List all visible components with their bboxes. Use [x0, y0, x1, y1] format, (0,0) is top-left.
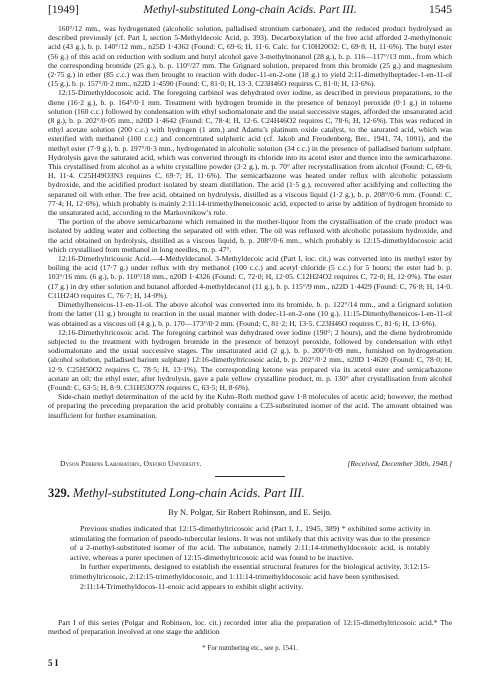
article-heading	[48, 486, 452, 501]
paragraph: The portion of the above semicarbazone which remained in the mother-liquor from the crystallisation of the crude product was isolated by adding water and collecting the separated oil with ether. The oil was refluxed with alcoholic potassium hydroxide, and the acid obtained on hydrolysis, distilled as a viscous liquid, b. p. 208°/0·6 mm., which probably is 12:15-dimethyldocosoic acid which crystallised from methanol in long needles, m. p. 47°.	[48, 217, 452, 254]
article-byline: By N. Polgar, Sir Robert Robinson, and E. Seijo.	[168, 508, 332, 517]
paragraph: Side-chain methyl determination of the acid by the Kuhn–Roth method gave 1·8 molecules of acetic acid; however, the method of preparing the preceding preparation the acid probably contains a C23-substituted isomer of the acid. The amount obtained was insufficient for further examination.	[48, 392, 452, 420]
paragraph: 12:15-Dimethyldocosoic acid. The foregoing carbinol was dehydrated over iodine, as described in previous preparations, to the diene (16·2 g.), b. p. 164°/0·1 mm. Treatment with hydrogen bromide in the presence of benzoyl peroxide (0·1 g.) in toluene solution (160 c.c.) followed by condensation with ethyl sodiomalonate and the usual successive stages, afforded the unsaturated acid (8 g.), b. p. 202°/0·05 mm., n20D 1·4642 (Found: C, 78·4; H, 12·6. C24H46O2 requires C, 78·6; H, 12·6%). This was reduced in ethyl acetate solution (200 c.c.) with hydrogen (1 atm.) and Adams’s platinum oxide catalyst, to the saturated acid, which was esterified with methanol (100 c.c.) and concentrated sulphuric acid (cf. Jakob and Freudenberg, Ber., 1941, 74, 1001), and the methyl ester (7·9 g.), b. p. 197°/0·3 mm., hydrogenated in alcoholic solution (34 c.c.) in the presence of palladised barium sulphate. Hydrolysis gave the saturated acid, which was converted through its chloride into its acetol ester and thence into the semicarbazone. This crystallised from alcohol as a white crystalline powder (3·2 g.), m. p. 70° after recrystallisation from alcohol (Found: C, 69·6; H, 11·4. C25H49O3N3 requires C, 69·7; H, 11·6%). The semicarbazone was heated under reflux with alcoholic potassium hydroxide, and the acidified product isolated by steam distillation. The acid (1·5 g.), recovered after acidifying and collecting the separated oil with ether. The free acid, obtained on hydrolysis, distilled as a viscous liquid (1·2 g.), b. p. 208°/0·6 mm. (Found: C, 77·4; H, 12·6%), which probably is mainly 2:11:14-trimethylheneicosoic acid, expected to arise by addition of hydrogen bromide to the unsaturated acid, according to the Markovnikow’s rule.	[48, 88, 452, 218]
page-header	[48, 4, 452, 20]
intro-paragraph: Part I of this series (Polgar and Robinson, loc. cit.) recorded inter alia the preparation of 12:15-dimethyltricosoic acid.* The method of preparation involved at one stage the addition	[48, 618, 452, 637]
article-title: Methyl-substituted Long-chain Acids. Part III.	[73, 486, 305, 500]
received-date: [Received, December 30th, 1948.]	[347, 459, 452, 468]
article-intro	[48, 618, 452, 636]
article-number: 329.	[48, 486, 70, 500]
laboratory-name: Dyson Perrins Laboratory, Oxford University.	[60, 459, 202, 468]
section-divider	[215, 476, 285, 477]
header-year: [1949]	[48, 4, 79, 16]
paragraph: 12:16-Dimethyltricosoic acid. The foregoing carbinol was dehydrated over iodine (190°; 2 hours), and the diene hydrobromide subjected to the treatment with hydrogen bromide in the presence of benzoyl peroxide, followed by condensation with ethyl sodiomalonate and the usual successive stages. The unsaturated acid (2 g.), b. p. 200°/0·09 mm., furnished on hydrogenation (alcohol solution, palladised barium sulphate) 12:16-dimethyltricosoic acid, b. p. 202°/0·2 mm., n20D 1·4620 (Found: C, 78·0; H, 12·9. C25H50O2 requires C, 78·5; H, 13·1%). The corresponding ketone was prepared via its acetol ester and semicarbazone acetate an oil; the ethyl ester, after hydrolysis, gave a pale yellow crystalline product, m. p. 130° after crystallisation from alcohol (Found: C, 63·5; H, 8·9. C31H53O7N requires C, 63·5; H, 8·6%).	[48, 327, 452, 392]
continued-experimental-text	[48, 24, 452, 420]
article-abstract	[70, 524, 430, 591]
header-page-number: 1545	[429, 4, 452, 16]
header-running-title: Methyl-substituted Long-chain Acids. Part III.	[143, 4, 357, 16]
footnote: * For numbering etc., see p. 1541.	[202, 644, 298, 652]
lab-received-line	[48, 459, 452, 469]
abstract-paragraph: 2:11:14-Trimethyldocos-11-enoic acid appears to exhibit slight activity.	[80, 581, 304, 591]
signature-mark: 5 I	[48, 658, 59, 668]
paragraph: 12:16-Dimethyltricosoic Acid.—4-Methyldecanol. 3-Methyldecoic acid (Part I, loc. cit.) was converted into its methyl ester by boiling the acid (17·7 g.) under reflux with dry methanol (100 c.c.) and acetyl chloride (5 c.c.) for 5 hours; the ester had b. p. 103°/16 mm. (6 g.), b. p. 110°/18 mm., n20D 1·4326 (Found: C, 72·0; H, 12·05. C12H24O2 requires C, 72·0; H, 12·0%). The ester (17 g.) in dry ether solution and butanol afforded 4-methyldecanol (11 g.), b. p. 115°/9 mm., n22D 1·4429 (Found: C, 76·8; H, 14·0. C11H24O requires C, 76·7; H, 14·0%).	[48, 254, 452, 300]
abstract-paragraph: In further experiments, designed to establish the essential structural features for the biological activity, 3:12:15-trimethyltricosoic, 2:12:15-trimethyldocosoic, and 1:11:14-trimethyldocosoic acid have been synthesised.	[70, 562, 430, 581]
abstract-paragraph: Previous studies indicated that 12:15-dimethyltricosoic acid (Part I, J., 1945, 389) * exhibited some activity in stimulating the formation of pseudo-tubercular lesions. It was not unlikely that this activity was due to the presence of a 2-methyl-substituted isomer of the acid. The substance, namely 2:11:14-trimethyldocosoic acid, is notably active, whereas a purer specimen of 12:15-dimethyltricosoic acid was found to be inactive.	[70, 524, 430, 562]
paragraph: 160°/12 mm., was hydrogenated (alcoholic solution, palladised strontium carbonate), and the reduced product hydrolysed as described previously (cf. Part I, section 5-Methyldecoic Acid, p. 393). Decarboxylation of the free acid afforded 2-methylnonoic acid (43 g.), b. p. 140°/12 mm., n25D 1·4362 (Found: C, 69·6; H, 11·6. Calc. for C10H20O2: C, 69·8; H, 11·6%). The butyl ester (56 g.) of this acid on reduction with sodium and butyl alcohol gave 3-methylnonanol (28 g.), b. p. 116—117°/13 mm., from which the corresponding bromide (25 g.), b. p. 110°/27 mm. The Grignard solution, prepared from this bromide (25 g.) and magnesium (2·75 g.) in ether (85 c.c.) was then brought to reaction with dodec-11-en-2-one (18 g.) to yield 2:11-dimethylheptadec-1-en-11-ol (15 g.), b. p. 157°/0·2 mm., n22D 1·4590 (Found: C, 81·0; H, 13·3. C23H46O requires C, 81·0; H, 13·6%).	[48, 24, 452, 89]
paragraph: Dimethylheneicos-11-en-11-ol. The above alcohol was converted into its bromide, b. p. 122°/14 mm., and a Grignard solution from the latter (11 g.) brought to reaction in the usual manner with dodec-11-en-2-one (10 g.). 11:15-Dimethylheneicos-1-en-11-ol was obtained as a viscous oil (4 g.), b. p. 170—173°/0·2 mm. (Found: C, 81·2; H, 13·5. C23H46O requires C, 81·6; H, 13·6%).	[48, 300, 452, 328]
